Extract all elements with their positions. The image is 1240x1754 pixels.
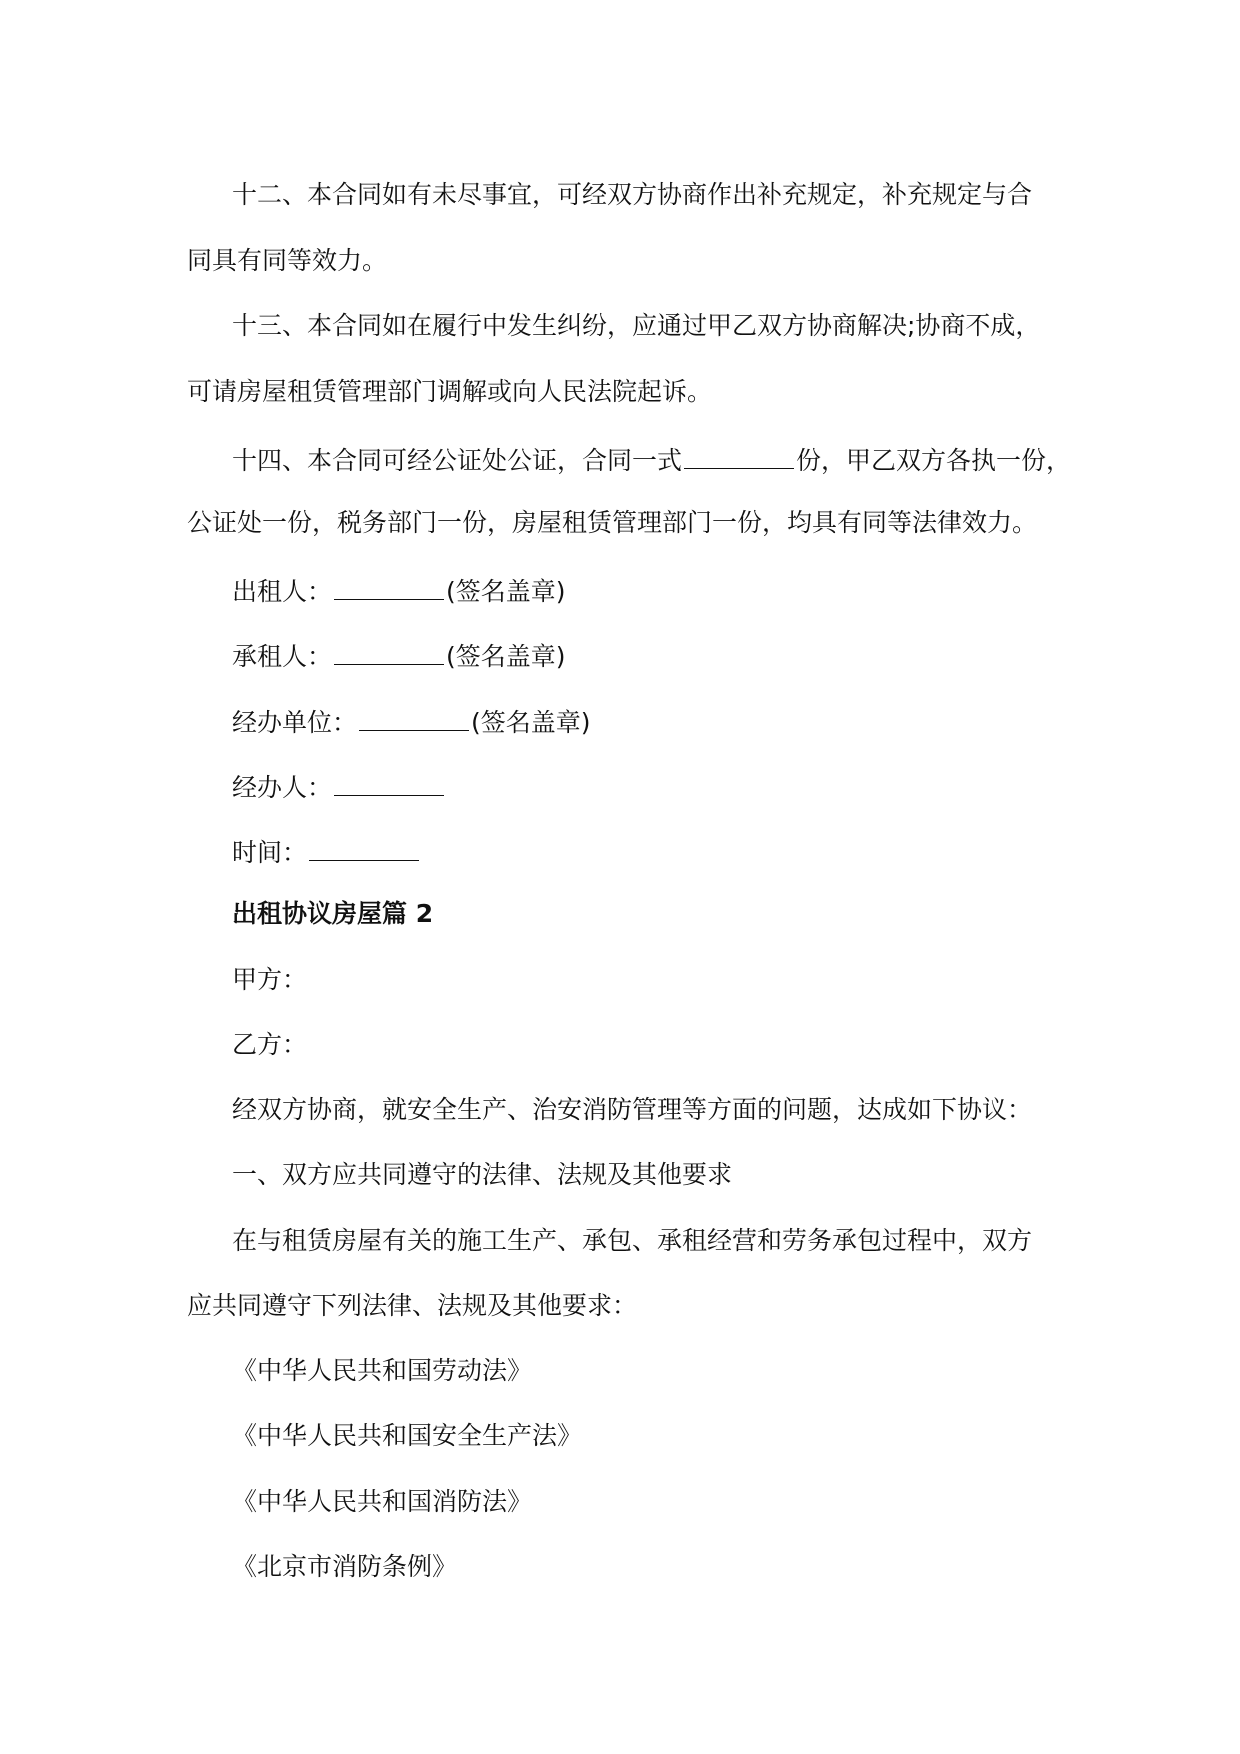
handler-line — [232, 767, 446, 805]
time-label: 时间： — [232, 838, 308, 867]
sign-seal-text: (签名盖章) — [446, 577, 566, 606]
section-heading: 出租协议房屋篇 2 — [232, 899, 434, 928]
clause-14-text-a: 十四、本合同可经公证处公证，合同一式 — [232, 446, 683, 475]
time-blank — [309, 832, 419, 861]
lessee-label: 承租人： — [232, 642, 333, 671]
handler-label: 经办人： — [232, 773, 333, 802]
agency-line — [232, 702, 591, 740]
time-line — [232, 832, 421, 870]
clause-14-text-b: 份，甲乙双方各执一份， — [796, 446, 1072, 475]
copies-blank — [684, 440, 794, 469]
item-1-line-1: 在与租赁房屋有关的施工生产、承包、承租经营和劳务承包过程中，双方 — [232, 1226, 1033, 1255]
lessor-label: 出租人： — [232, 577, 333, 606]
lessor-line — [232, 571, 566, 609]
intro-paragraph: 经双方协商，就安全生产、治安消防管理等方面的问题，达成如下协议： — [232, 1095, 1033, 1124]
lessor-blank — [334, 571, 444, 600]
law-item: 《中华人民共和国劳动法》 — [232, 1356, 533, 1385]
clause-14-line-2: 公证处一份，税务部门一份，房屋租赁管理部门一份，均具有同等法律效力。 — [187, 508, 1038, 537]
handler-blank — [334, 767, 444, 796]
lessee-blank — [334, 636, 444, 665]
item-1-line-2: 应共同遵守下列法律、法规及其他要求： — [187, 1291, 638, 1320]
clause-13-line-1: 十三、本合同如在履行中发生纠纷，应通过甲乙双方协商解决;协商不成， — [232, 311, 1041, 340]
clause-14-line-1 — [232, 440, 1071, 478]
sign-seal-text: (签名盖章) — [471, 708, 591, 737]
clause-12-line-1: 十二、本合同如有未尽事宜，可经双方协商作出补充规定，补充规定与合 — [232, 180, 1033, 209]
agency-blank — [359, 702, 469, 731]
party-a: 甲方： — [232, 965, 308, 994]
law-item: 《中华人民共和国安全生产法》 — [232, 1421, 583, 1450]
law-item: 《中华人民共和国消防法》 — [232, 1487, 533, 1516]
clause-13-line-2: 可请房屋租赁管理部门调解或向人民法院起诉。 — [187, 377, 713, 406]
law-item: 《北京市消防条例》 — [232, 1552, 458, 1581]
party-b: 乙方： — [232, 1030, 308, 1059]
item-1-title: 一、双方应共同遵守的法律、法规及其他要求 — [232, 1160, 733, 1189]
clause-12-line-2: 同具有同等效力。 — [187, 246, 388, 275]
lessee-line — [232, 636, 566, 674]
agency-label: 经办单位： — [232, 708, 358, 737]
sign-seal-text: (签名盖章) — [446, 642, 566, 671]
